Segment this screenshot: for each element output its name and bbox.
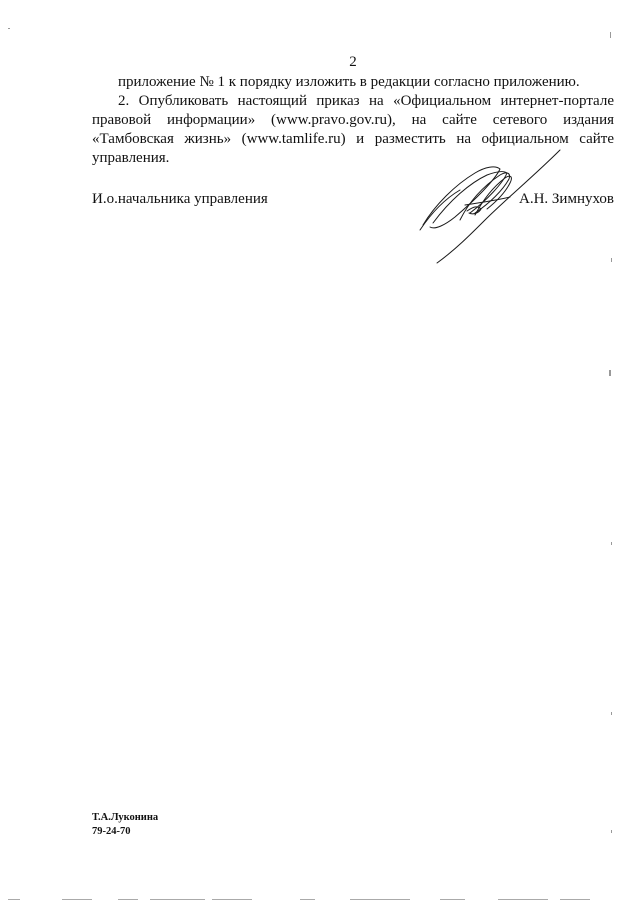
signatory-name: А.Н. Зимнухов [519, 191, 614, 207]
executor-block [92, 811, 158, 839]
scan-speck [610, 32, 611, 38]
scan-edge-noise [0, 899, 640, 901]
page-number: 2 [349, 54, 357, 70]
executor-phone: 79-24-70 [92, 826, 131, 837]
text-line-5: управления. [92, 150, 170, 166]
scan-speck [611, 712, 612, 715]
text-line-1: приложение № 1 к порядку изложить в редакции согласно приложению. [118, 74, 580, 90]
scan-speck [611, 258, 612, 262]
text-line-2: 2. Опубликовать настоящий приказ на «Официальном интернет-портале [118, 93, 614, 109]
scan-speck [8, 28, 10, 29]
scan-speck [611, 542, 612, 545]
text-line-3: правовой информации» (www.pravo.gov.ru), на сайте сетевого издания [92, 112, 614, 128]
signatory-title: И.о.начальника управления [92, 191, 268, 207]
handwritten-signature [415, 145, 565, 265]
scan-speck [609, 370, 611, 376]
scan-speck [611, 830, 612, 833]
executor-name: Т.А.Луконина [92, 812, 159, 823]
text-line-4: «Тамбовская жизнь» (www.tamlife.ru) и разместить на официальном сайте [92, 131, 614, 147]
